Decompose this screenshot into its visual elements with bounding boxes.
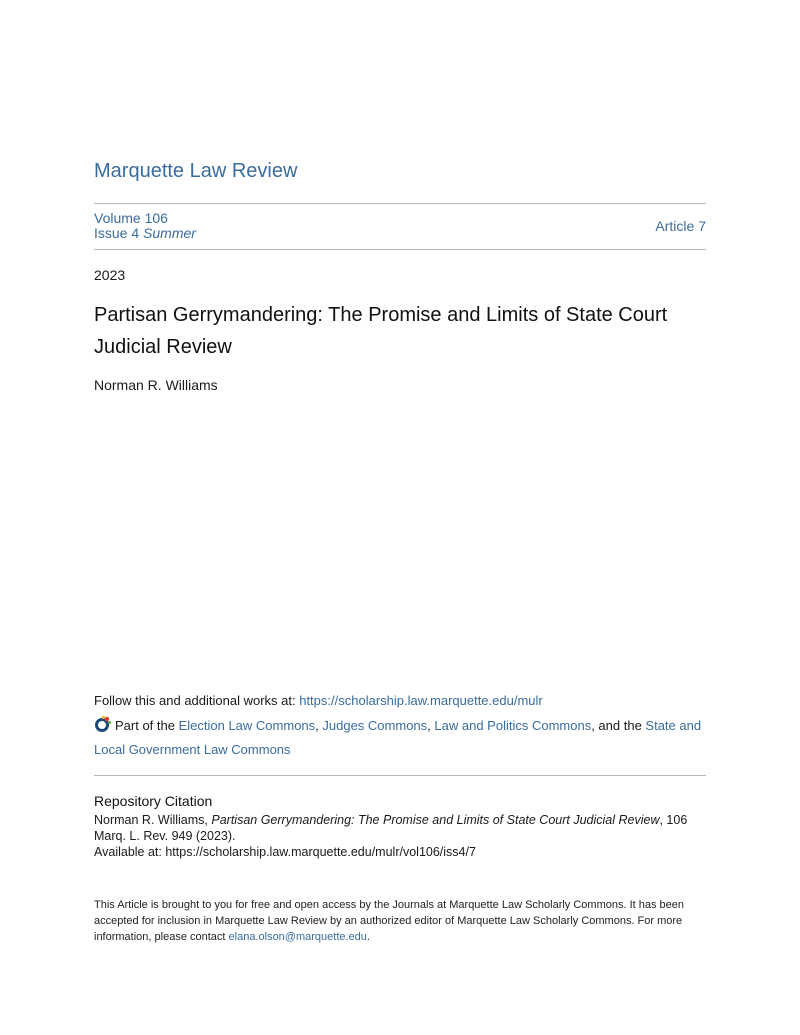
journal-title-link[interactable]: Marquette Law Review: [94, 160, 298, 182]
citation-divider: [94, 775, 706, 776]
follow-line: [94, 693, 543, 708]
judges-commons-link[interactable]: Judges Commons: [322, 718, 428, 733]
state-local-government-commons-link[interactable]: State and Local Government Law Commons: [94, 718, 702, 757]
part-of-line: [94, 715, 706, 760]
law-and-politics-commons-link[interactable]: Law and Politics Commons: [434, 718, 592, 733]
publication-year: 2023: [94, 267, 126, 283]
separator: ,: [427, 718, 435, 733]
citation-details: , 106 Marq. L. Rev. 949 (2023).: [94, 813, 688, 843]
article-title: Partisan Gerrymandering: The Promise and Limits of State Court Judicial Review: [94, 304, 668, 358]
issue-label: Issue 4: [94, 225, 140, 241]
contact-email-link[interactable]: elana.olson@marquette.edu: [228, 931, 367, 943]
citation-text: [94, 812, 706, 860]
issue-season: Summer: [143, 225, 196, 241]
author-name: Norman R. Williams: [94, 377, 218, 393]
follow-text: Follow this and additional works at:: [94, 693, 300, 708]
collection-url-link[interactable]: https://scholarship.law.marquette.edu/mulr: [299, 693, 543, 708]
access-notice-end: .: [366, 931, 370, 943]
volume-link[interactable]: Volume 106: [94, 210, 168, 226]
access-notice: [94, 897, 706, 945]
issue-divider: [94, 249, 706, 250]
article-number-link[interactable]: Article 7: [655, 218, 706, 234]
citation-title: Partisan Gerrymandering: The Promise and Limits of State Court Judicial Review: [211, 813, 660, 827]
top-divider: [94, 203, 706, 204]
citation-author: Norman R. Williams,: [94, 813, 212, 827]
citation-heading: Repository Citation: [94, 793, 213, 809]
citation-available: Available at: https://scholarship.law.marquette.edu/mulr/vol106/iss4/7: [94, 845, 476, 859]
commons-network-icon: [94, 715, 112, 739]
separator: ,: [315, 718, 323, 733]
part-of-prefix: Part of the: [115, 718, 179, 733]
access-notice-text: This Article is brought to you for free and open access by the Journals at Marquette Law Scholarly Commons. It has been accepted for inclusion in Marquette Law Review by an authorized editor of Marquette Law Scholarly Commons. For more information, please contact: [94, 899, 685, 943]
issue-link[interactable]: [94, 226, 196, 241]
election-law-commons-link[interactable]: Election Law Commons: [178, 718, 316, 733]
separator: , and the: [591, 718, 646, 733]
